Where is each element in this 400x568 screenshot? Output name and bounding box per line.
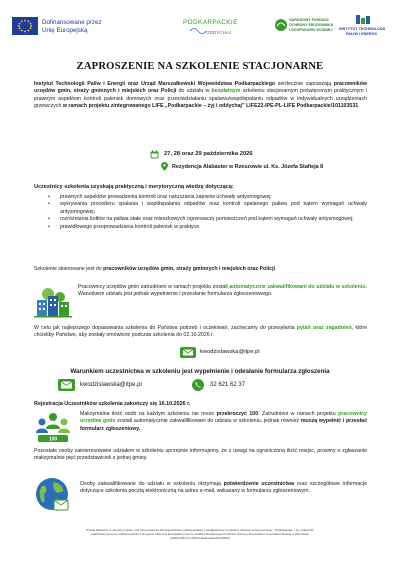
svg-text:Dofinansowane przez: Dofinansowane przez bbox=[42, 19, 102, 26]
confirm-text: Osoby zakwalifikowane do udziału w szkoleniu otrzymają bbox=[80, 481, 224, 487]
limit-highlight: pracownicy urzędów gmin bbox=[80, 411, 367, 425]
intro-audience: pracowników urzędów gmin, straży gminnych i miejskich oraz Policji bbox=[34, 81, 368, 95]
target-end: . bbox=[275, 266, 277, 272]
registration-deadline: Rejestracja Uczestników szkolenia zakończy się 16.10.2026 r. bbox=[34, 401, 191, 407]
contact-email[interactable]: kwodzislawska@itpe.pl bbox=[80, 382, 142, 388]
podkarpackie-logo bbox=[182, 14, 244, 40]
event-details bbox=[150, 150, 380, 174]
intro-project: w ramach projektu zintegrowanego LIFE „Podkarpackie – żyj i oddychaj” LIFE22-IPE-PL-LIFE Podkarpackie/101103531 bbox=[62, 103, 359, 110]
questions-email[interactable]: kwodzislawska@itpe.pl bbox=[200, 349, 260, 355]
email-icon bbox=[180, 347, 196, 358]
nfosigw-wordmark bbox=[274, 14, 336, 40]
podkarpackie-wordmark bbox=[182, 14, 244, 40]
auto-qualified-paragraph bbox=[78, 284, 367, 299]
location-pin-icon bbox=[161, 162, 168, 171]
event-venue: Rezydencja Alabaster w Rzeszowie ul. Ks. Józefa Stafieja 8 bbox=[172, 164, 324, 170]
auto-text: Pracownicy urzędów gmin zatrudnieni w ramach projektu zostali bbox=[78, 284, 230, 290]
limit-text-3: zostali automatycznie zakwalifikowani do udziału w szkoleniu, jednak również bbox=[115, 418, 301, 425]
intro-organizers: Instytut Technologii Paliw i Energii oraz Urząd Marszałkowski Województwa Podkarpackiego bbox=[34, 81, 276, 87]
condition-heading: Warunkiem uczestnictwa w szkoleniu jest wypełnienie i odesłanie formularza zgłoszenia bbox=[70, 368, 330, 375]
confirm-end: oraz szczegółowe informacje dotyczące szkolenia pocztą elektroniczną na adres e-mail, wskazany w formularzu zgłoszeniowym. bbox=[80, 481, 367, 495]
questions-highlight: pytań oraz zagadnień bbox=[296, 325, 352, 331]
limit-text: Maksymalna ilość osób na każdym szkoleniu nie może bbox=[80, 411, 217, 417]
contacts-row bbox=[58, 379, 358, 393]
target-paragraph bbox=[34, 266, 367, 273]
svg-text:INSTYTUT TECHNOLOGII: INSTYTUT TECHNOLOGII bbox=[339, 27, 385, 31]
list-item: • prawidłowego przeprowadzania kontroli palenisk w praktyce. bbox=[48, 224, 367, 231]
list-item: • wykrywania procederu spalania i współspalania odpadów oraz kontroli spalanego paliwa pod kątem wymagań uchwały antysmogowej; bbox=[48, 201, 367, 216]
logo-row bbox=[12, 10, 388, 42]
itpe-logo bbox=[338, 14, 392, 40]
confirm-highlight: potwierdzenie uczestnictwa bbox=[223, 481, 295, 487]
svg-text:ODDYCHAJ: ODDYCHAJ bbox=[206, 30, 232, 35]
participants-group-icon bbox=[34, 412, 72, 444]
phone-icon bbox=[192, 379, 204, 391]
svg-text:PODKARPACKIE: PODKARPACKIE bbox=[183, 19, 238, 26]
nfosigw-logo bbox=[274, 14, 336, 40]
email-icon bbox=[58, 379, 75, 391]
svg-text:100: 100 bbox=[48, 436, 58, 443]
town-hall-icon bbox=[34, 284, 72, 318]
others-paragraph: Pozostałe osoby zainteresowane udziałem w szkoleniu uprzejmie informujemy, że z uwagi na ograniczoną ilość miejsc, prosimy o zgłaszanie maksymalnie pięć przedstawicieli z jednej gminy. bbox=[34, 448, 367, 462]
knowledge-list bbox=[34, 194, 367, 231]
footer-note bbox=[40, 528, 360, 541]
eu-logo-wordmark bbox=[42, 17, 122, 35]
page-title: ZAPROSZENIE NA SZKOLENIE STACJONARNE bbox=[76, 61, 324, 72]
intro-paragraph bbox=[34, 81, 367, 111]
limit-max: przekroczyć 100 bbox=[216, 411, 259, 417]
eu-flag-icon bbox=[12, 17, 38, 35]
knowledge-heading: Uczestnicy szkolenia uzyskają praktyczną i merytoryczną wiedzę dotyczącą: bbox=[34, 184, 234, 190]
contact-phone[interactable]: 32 621 62 37 bbox=[210, 382, 246, 388]
intro-free: bezpłatnym bbox=[211, 88, 241, 95]
footer-line: realizowany jest przy dofinansowaniu z programu LIFE Unii Europejskiej oraz ze środków Narodowego Funduszu Ochrony Środowiska i Gospodarki Wodnej w Warszawie bbox=[91, 532, 309, 537]
questions-text: W celu jak najlepszego dopasowania szkolenia do Państwa potrzeb i oczekiwań, zachęcamy do przesyłania bbox=[34, 325, 297, 331]
confirm-paragraph bbox=[80, 481, 367, 496]
target-text: Szkolenie skierowane jest do bbox=[34, 266, 104, 272]
questions-email-row bbox=[180, 347, 300, 359]
svg-text:NARODOWY FUNDUSZ: NARODOWY FUNDUSZ bbox=[289, 18, 329, 22]
target-audience: pracowników urzędów gmin, straży gminnych i miejskich oraz Policji bbox=[103, 266, 276, 272]
intro-text-3: szkoleniu stacjonarnym poświęconym praktycznym i prawnym aspektom kontroli palenisk domowych oraz przeciwdziałaniu spalaniu/współspalaniu odpadów w indywidualnych urządzeniach grzewczych bbox=[34, 88, 368, 110]
auto-end: . Warunkiem udziału jest jednak wypełnienie i przesłanie formularza zgłoszeniowego. bbox=[78, 284, 367, 298]
list-item: • prawnych aspektów prowadzenia kontroli oraz naruszania zapisów uchwały antysmogowej; bbox=[48, 194, 367, 201]
limit-text-2: . Zatrudnieni w ramach projektu bbox=[258, 411, 339, 417]
limit-must: muszą wypełnić i przesłać formularz zgłoszeniowy. bbox=[80, 418, 367, 432]
footer-line: LIFE22-IPE-PL-LIFE Podkarpackie/101103531 bbox=[170, 536, 230, 541]
footer-line: Projekt Szkolenie w ramach projektu „Ochrona powietrza dla województwa podkarpackiego z uwzględnieniem problemu ubóstwa energetycznego: “Podkarpackie – żyj i oddychaj” bbox=[86, 528, 314, 532]
event-dates: 27, 28 oraz 29 października 2026 bbox=[164, 151, 253, 157]
questions-paragraph bbox=[34, 325, 367, 340]
intro-text-2: do udziału w bbox=[176, 88, 212, 95]
intro-text-1: serdecznie zapraszają bbox=[275, 81, 334, 87]
list-item: • rozróżniania kotłów na paliwa stałe oraz mieszkowych ogrzewaczy pomieszczeń pod kątem wymagań uchwały antysmogowej; bbox=[48, 216, 367, 223]
svg-text:I GOSPODARKI WODNEJ: I GOSPODARKI WODNEJ bbox=[289, 28, 333, 32]
svg-text:OCHRONY ŚRODOWISKA: OCHRONY ŚRODOWISKA bbox=[289, 23, 334, 27]
questions-end: , które chcieliby Państwo, aby zostały omówione podczas szkolenia do 02.10.2026 r. bbox=[34, 325, 368, 339]
svg-text:PALIW I ENERGII: PALIW I ENERGII bbox=[346, 32, 377, 36]
calendar-icon bbox=[150, 150, 159, 159]
auto-highlight: automatycznie zakwalifikowani do udziału w szkoleniu bbox=[229, 284, 366, 290]
globe-email-icon bbox=[34, 476, 70, 512]
limit-paragraph bbox=[80, 411, 367, 433]
itpe-wordmark bbox=[338, 14, 392, 40]
svg-text:Unię Europejską: Unię Europejską bbox=[42, 27, 88, 34]
eu-logo bbox=[12, 16, 122, 38]
